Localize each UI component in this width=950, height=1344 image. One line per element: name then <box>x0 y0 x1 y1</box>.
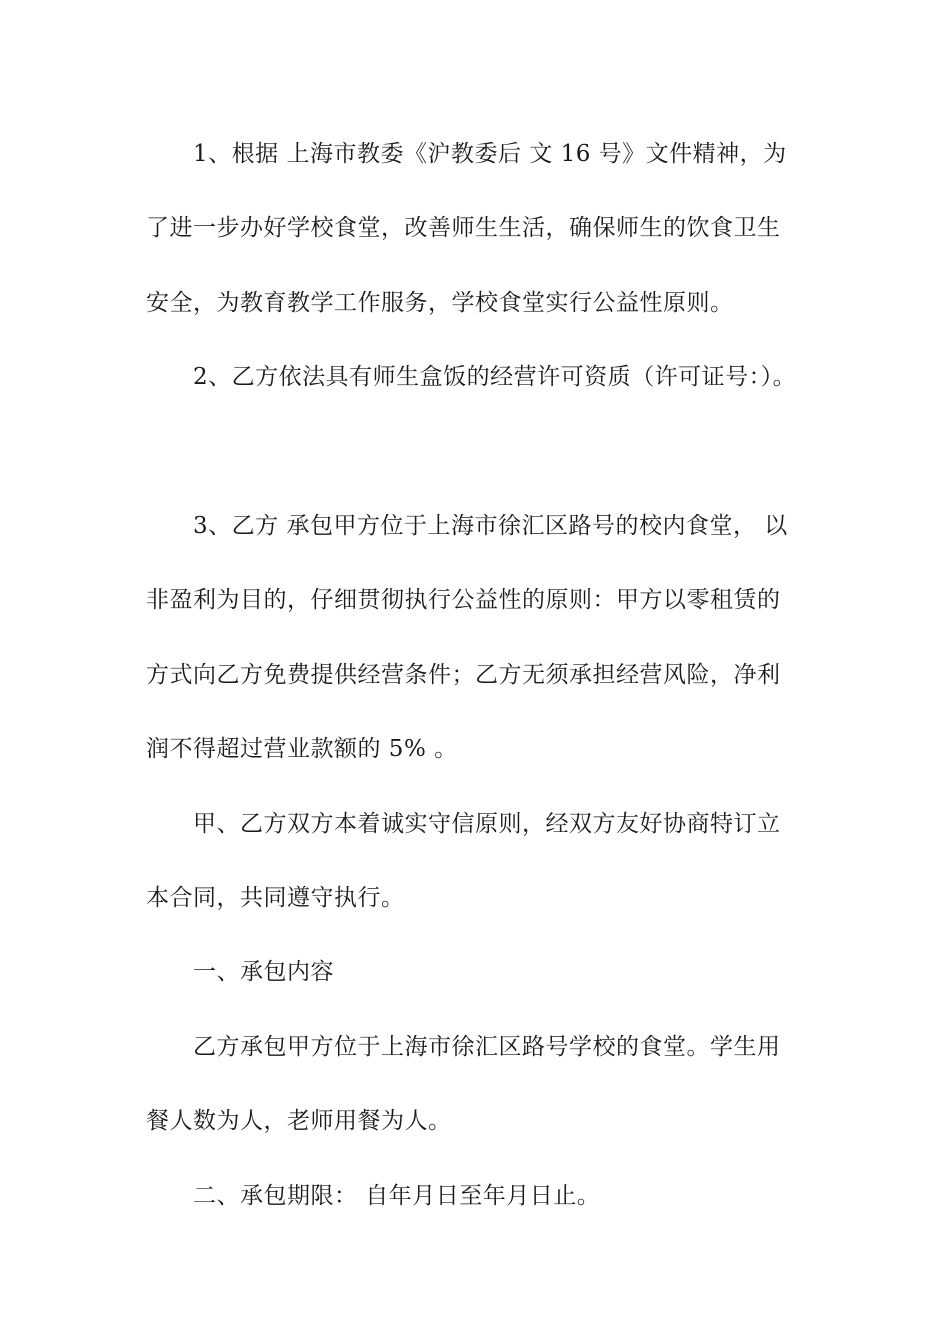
paragraph-5-line-1: 乙方承包甲方位于上海市徐汇区路号学校的食堂。学生用 <box>193 1034 781 1060</box>
paragraph-5-line-2: 餐人数为人，老师用餐为人。 <box>146 1108 452 1134</box>
paragraph-2-line-1: 2、乙方依法具有师生盒饭的经营许可资质（许可证号：）。 <box>193 364 797 390</box>
paragraph-3-line-1: 3、乙方 承包甲方位于上海市徐汇区路号的校内食堂， 以 <box>193 513 788 539</box>
paragraph-3-line-3: 方式向乙方免费提供经营条件；乙方无须承担经营风险，净利 <box>146 662 781 688</box>
paragraph-1-line-3: 安全，为教育教学工作服务，学校食堂实行公益性原则。 <box>146 290 734 316</box>
paragraph-1-line-1: 1、根据 上海市教委《沪教委后 文 16 号》文件精神，为 <box>193 141 787 167</box>
paragraph-1-line-2: 了进一步办好学校食堂，改善师生生活，确保师生的饮食卫生 <box>146 215 781 241</box>
section-heading-contract-period: 二、承包期限： 自年月日至年月日止。 <box>193 1183 601 1209</box>
section-heading-contract-content: 一、承包内容 <box>193 959 334 985</box>
paragraph-4-line-2: 本合同，共同遵守执行。 <box>146 885 405 911</box>
paragraph-3-line-4: 润不得超过营业款额的 5% 。 <box>146 736 458 762</box>
paragraph-4-line-1: 甲、乙方双方本着诚实守信原则，经双方友好协商特订立 <box>193 811 781 837</box>
paragraph-3-line-2: 非盈利为目的，仔细贯彻执行公益性的原则：甲方以零租赁的 <box>146 587 781 613</box>
